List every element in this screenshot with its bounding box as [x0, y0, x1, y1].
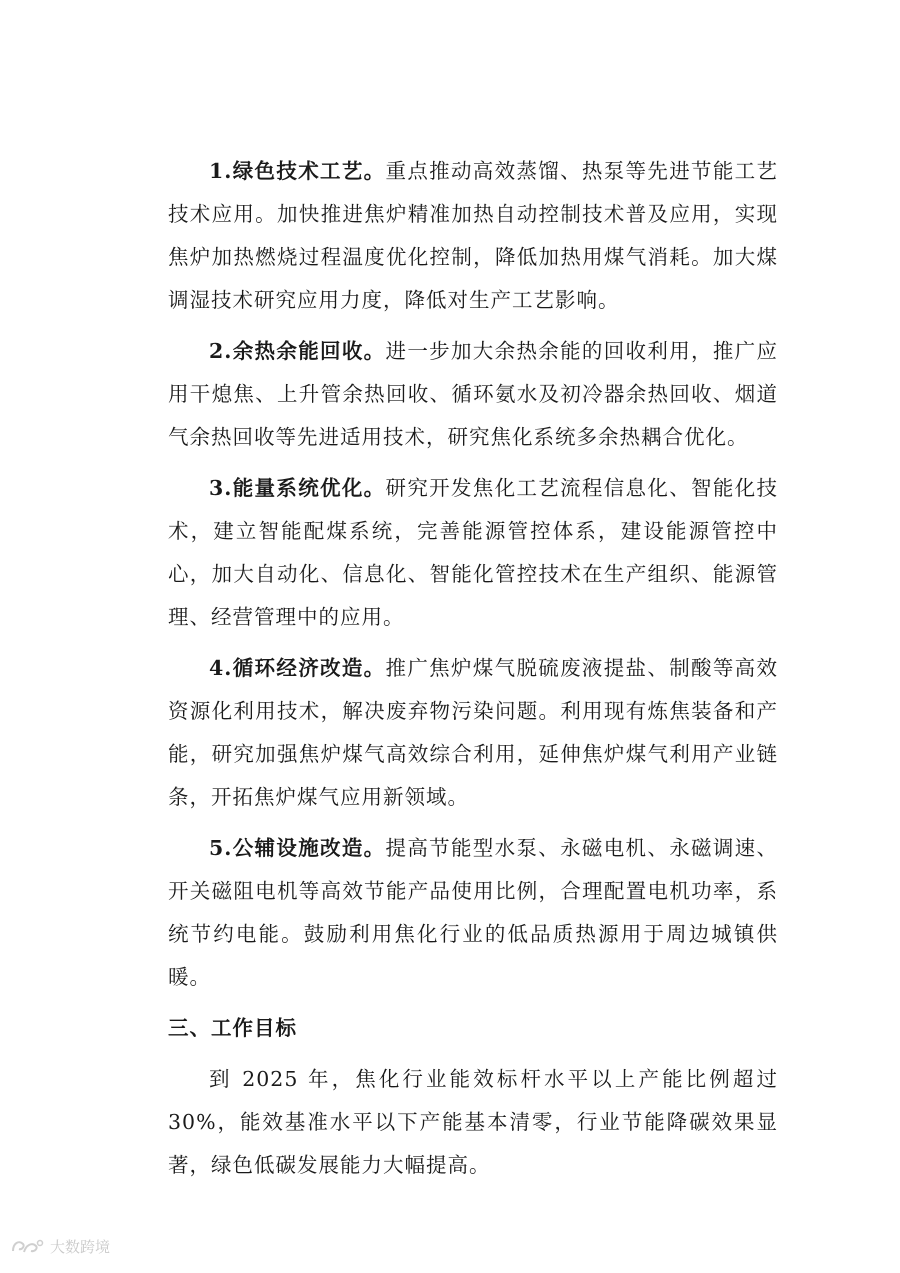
paragraph-text: 进一步加大余热余能的回收利用，推广应用干熄焦、上升管余热回收、循环氨水及初冷器余热回收、烟道气余热回收等先进适用技术，研究焦化系统多余热耦合优化。: [168, 339, 779, 449]
paragraph-work-goals: 到 2025 年，焦化行业能效标杆水平以上产能比例超过 30%，能效基准水平以下产能基本清零，行业节能降碳效果显著，绿色低碳发展能力大幅提高。: [168, 1067, 778, 1177]
section-heading: 三、工作目标: [168, 1016, 297, 1040]
watermark: [10, 1236, 110, 1257]
paragraph-energy-system: [168, 467, 778, 639]
paragraph-lead: 4.循环经济改造。: [209, 656, 386, 680]
logo-icon: [10, 1237, 44, 1257]
paragraph-text: 提高节能型水泵、永磁电机、永磁调速、开关磁阻电机等高效节能产品使用比例，合理配置电机功率，系统节约电能。鼓励利用焦化行业的低品质热源用于周边城镇供暖。: [168, 836, 779, 989]
paragraph-lead: 3.能量系统优化。: [209, 476, 386, 500]
paragraph-text: 重点推动高效蒸馏、热泵等先进节能工艺技术应用。加快推进焦炉精准加热自动控制技术普及应用，实现焦炉加热燃烧过程温度优化控制，降低加热用煤气消耗。加大煤调湿技术研究应用力度，降低对生产工艺影响。: [168, 159, 779, 312]
paragraph-text: 推广焦炉煤气脱硫废液提盐、制酸等高效资源化利用技术，解决废弃物污染问题。利用现有炼焦装备和产能，研究加强焦炉煤气高效综合利用，延伸焦炉煤气利用产业链条，开拓焦炉煤气应用新领域。: [168, 656, 779, 809]
document-body: [168, 150, 778, 1195]
paragraph-public-facilities: [168, 827, 778, 999]
paragraph-lead: 5.公辅设施改造。: [209, 836, 386, 860]
paragraph-green-tech: [168, 150, 778, 322]
paragraph-circular-economy: [168, 647, 778, 819]
paragraph-text: 研究开发焦化工艺流程信息化、智能化技术，建立智能配煤系统，完善能源管控体系，建设能源管控中心，加大自动化、信息化、智能化管控技术在生产组织、能源管理、经营管理中的应用。: [168, 476, 779, 629]
paragraph-lead: 1.绿色技术工艺。: [209, 159, 386, 183]
watermark-text: 大数跨境: [50, 1239, 111, 1256]
paragraph-waste-heat: [168, 330, 778, 459]
paragraph-lead: 2.余热余能回收。: [209, 339, 386, 363]
